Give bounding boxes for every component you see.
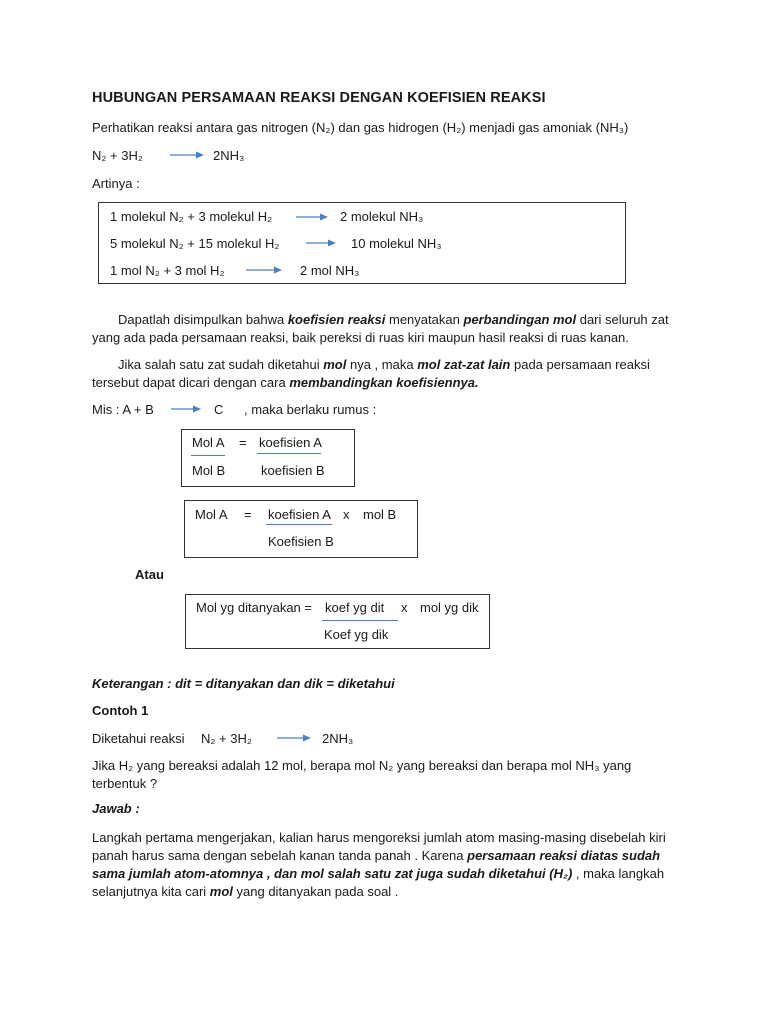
- arrow-icon: [277, 733, 311, 743]
- arrow-icon: [171, 404, 201, 414]
- reaction-right: 2NH₃: [213, 148, 245, 163]
- fraction-line: [322, 620, 398, 621]
- given-product: 2NH₃: [322, 731, 354, 746]
- mis-tail: , maka berlaku rumus :: [244, 402, 377, 417]
- formula-koef-b: Koefisien B: [268, 534, 334, 549]
- meaning-row-right: 2 molekul NH₃: [340, 209, 424, 224]
- formula-mol-ditanyakan: Mol yg ditanyakan =: [196, 600, 312, 615]
- formula-koef-dit: koef yg dit: [325, 600, 385, 615]
- example-heading: Contoh 1: [92, 703, 149, 718]
- answer-heading: Jawab :: [92, 801, 140, 816]
- keterangan-note: Keterangan : dit = ditanyakan dan dik = diketahui: [92, 676, 395, 691]
- formula-koef-dik: Koef yg dik: [324, 627, 389, 642]
- formula-times: x: [401, 600, 408, 615]
- fraction-line: [266, 524, 332, 525]
- given-equation: N₂ + 3H₂: [201, 731, 252, 746]
- meaning-row-left: 5 molekul N₂ + 15 molekul H₂: [110, 236, 280, 251]
- meaning-row-right: 10 molekul NH₃: [351, 236, 442, 251]
- meaning-row-left: 1 molekul N₂ + 3 molekul H₂: [110, 209, 273, 224]
- formula-equals: =: [239, 435, 247, 450]
- fraction-line: [191, 455, 225, 456]
- mis-left: Mis : A + B: [92, 402, 154, 417]
- conclusion-paragraph: Dapatlah disimpulkan bahwa koefisien reaksi menyatakan perbandingan mol dari seluruh zat yang ada pada persamaan reaksi, baik pereksi di ruas kiri maupun hasil reaksi di ruas kanan.: [92, 312, 669, 345]
- intro-text: Perhatikan reaksi antara gas nitrogen (N₂) dan gas hidrogen (H₂) menjadi gas amoniak (NH₃): [92, 120, 629, 135]
- formula-koef-a: koefisien A: [268, 507, 331, 522]
- meaning-row-left: 1 mol N₂ + 3 mol H₂: [110, 263, 225, 278]
- arrow-icon: [246, 265, 282, 275]
- question-text: Jika H₂ yang bereaksi adalah 12 mol, berapa mol N₂ yang bereaksi dan berapa mol NH₃ yang terbentuk ?: [92, 758, 632, 791]
- fraction-line: [257, 453, 321, 454]
- page-title: HUBUNGAN PERSAMAAN REAKSI DENGAN KOEFISIEN REAKSI: [92, 90, 546, 106]
- arrow-icon: [306, 238, 336, 248]
- given-label: Diketahui reaksi: [92, 731, 185, 746]
- reaction-left: N₂ + 3H₂: [92, 148, 143, 163]
- formula-equals: =: [244, 507, 252, 522]
- formula-mol-dik: mol yg dik: [420, 600, 479, 615]
- method-paragraph: Jika salah satu zat sudah diketahui mol nya , maka mol zat-zat lain pada persamaan reaksi tersebut dapat dicari dengan cara membandingkan koefisiennya.: [92, 357, 650, 390]
- formula-mol-b: Mol B: [192, 463, 226, 478]
- formula-mol-b: mol B: [363, 507, 397, 522]
- formula-koef-a: koefisien A: [259, 435, 322, 450]
- formula-times: x: [343, 507, 350, 522]
- answer-paragraph: Langkah pertama mengerjakan, kalian harus mengoreksi jumlah atom masing-masing disebelah kiri panah harus sama dengan sebelah kanan tanda panah . Karena persamaan reaksi diatas sudah sama jumlah atom-atomnya , dan mol salah satu zat juga sudah diketahui (H₂) , maka langkah selanjutnya kita cari mol yang ditanyakan pada soal .: [92, 830, 666, 899]
- meaning-row-right: 2 mol NH₃: [300, 263, 360, 278]
- formula-mol-a: Mol A: [195, 507, 228, 522]
- formula-koef-b: koefisien B: [261, 463, 325, 478]
- arrow-icon: [296, 212, 328, 222]
- mis-right: C: [214, 402, 224, 417]
- formula-mol-a: Mol A: [192, 435, 225, 450]
- arrow-icon: [170, 150, 204, 160]
- atau-label: Atau: [135, 567, 164, 582]
- artinya-label: Artinya :: [92, 176, 140, 191]
